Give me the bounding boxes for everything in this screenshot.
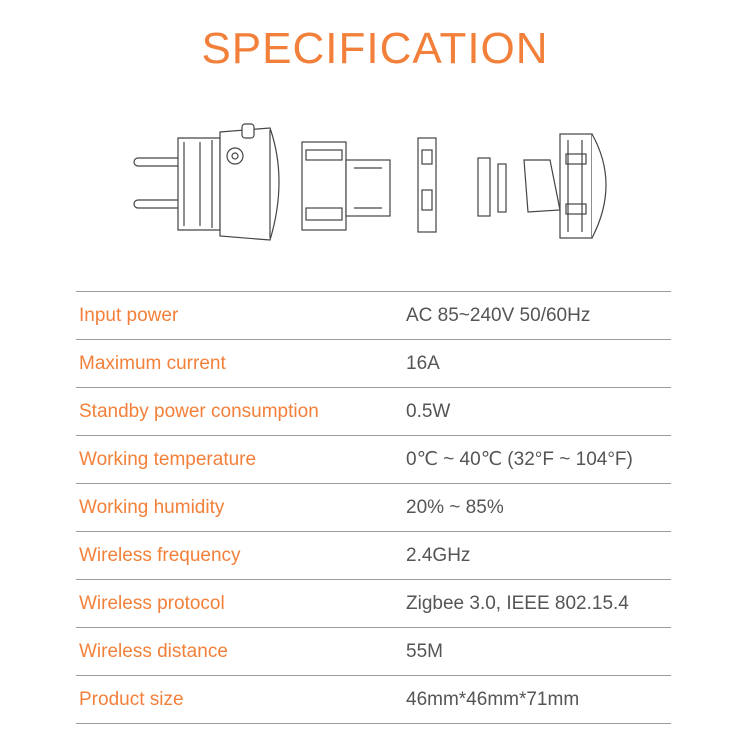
spec-row-standby-power [76,388,671,436]
spec-label: Working humidity [79,496,225,518]
spec-label: Working temperature [79,448,257,470]
spec-label: Standby power consumption [79,400,319,422]
spec-label: Wireless protocol [79,592,225,614]
spec-row-product-size [76,676,671,724]
spec-label: Input power [79,304,179,326]
pcb-board [418,138,436,232]
spec-value: 2.4GHz [406,544,471,566]
spec-table [76,291,671,724]
spec-label: Wireless frequency [79,544,241,566]
spec-row-input-power [76,292,671,340]
page-title: SPECIFICATION [201,24,549,73]
inner-frame [302,142,390,230]
spec-row-wireless-distance [76,628,671,676]
spec-row-working-humidity [76,484,671,532]
plug-body [178,124,279,240]
spec-value: 0℃ ~ 40℃ (32°F ~ 104°F) [406,449,633,470]
exploded-plug-icon [120,120,640,250]
spec-value: Zigbee 3.0, IEEE 802.15.4 [406,592,629,614]
spec-value: 0.5W [406,400,451,422]
spec-row-wireless-frequency [76,532,671,580]
small-boards [478,158,506,216]
plug-pins [134,158,182,208]
spec-row-working-temperature [76,436,671,484]
spec-label: Wireless distance [79,640,228,662]
spec-row-maximum-current [76,340,671,388]
spec-value: 55M [406,640,443,662]
spec-value: 46mm*46mm*71mm [406,688,580,710]
spec-value: 16A [406,352,440,374]
spec-value: 20% ~ 85% [406,496,504,518]
spec-label: Maximum current [79,352,226,374]
spec-value: AC 85~240V 50/60Hz [406,304,591,326]
socket-cover [524,134,606,238]
spec-label: Product size [79,688,184,710]
spec-row-wireless-protocol [76,580,671,628]
